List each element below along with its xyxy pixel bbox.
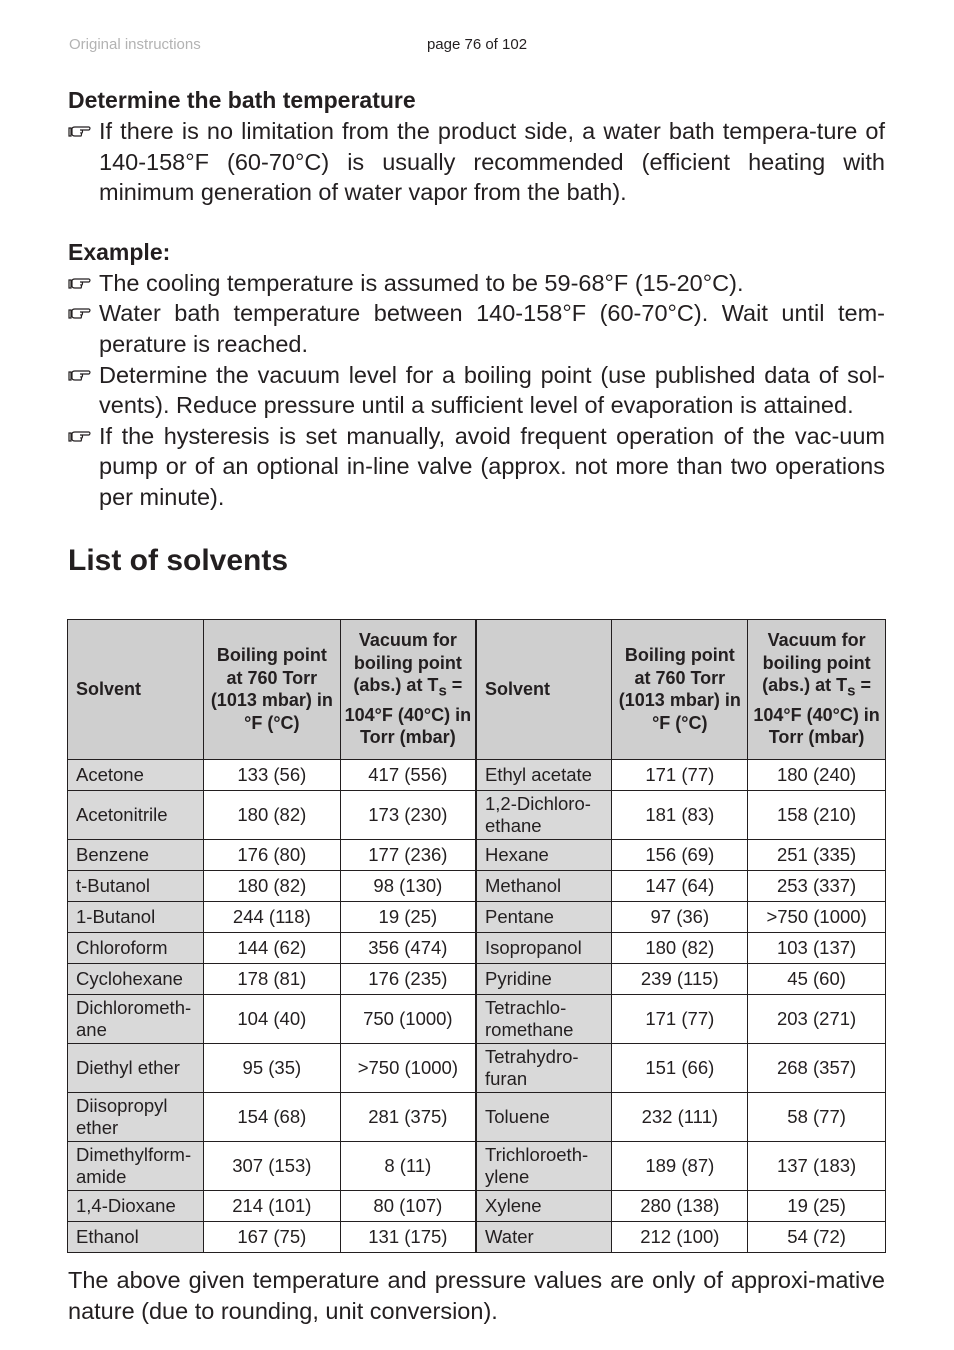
solvent-name-cell: Acetone <box>68 759 204 790</box>
solvent-name-cell: Acetonitrile <box>68 790 204 839</box>
solvent-name-cell: Diethyl ether <box>68 1043 204 1092</box>
bath-bullet-list <box>68 116 885 208</box>
solvent-name-cell: Ethyl acetate <box>476 759 612 790</box>
solvent-name-cell: Water <box>476 1221 612 1252</box>
example-bullet <box>68 360 885 421</box>
list-of-solvents-title: List of solvents <box>68 543 289 577</box>
boiling-point-cell: 180 (82) <box>203 790 340 839</box>
vacuum-cell: 80 (107) <box>340 1190 476 1221</box>
header-document-label: Original instructions <box>69 36 201 53</box>
table-header-row <box>68 619 886 759</box>
vacuum-cell: 103 (137) <box>748 932 886 963</box>
table-row <box>68 994 886 1043</box>
solvent-name-cell: Trichloroeth-ylene <box>476 1141 612 1190</box>
pointing-hand-icon <box>68 367 92 383</box>
solvent-name-cell: Tetrahydro-furan <box>476 1043 612 1092</box>
vacuum-cell: >750 (1000) <box>340 1043 476 1092</box>
table-row <box>68 901 886 932</box>
bath-temperature-heading: Determine the bath temperature <box>68 87 416 113</box>
vacuum-cell: 356 (474) <box>340 932 476 963</box>
header-solvent-left: Solvent <box>68 619 204 759</box>
vacuum-cell: 417 (556) <box>340 759 476 790</box>
solvent-name-cell: Pyridine <box>476 963 612 994</box>
boiling-point-cell: 280 (138) <box>612 1190 748 1221</box>
boiling-point-cell: 239 (115) <box>612 963 748 994</box>
table-row <box>68 870 886 901</box>
boiling-point-cell: 147 (64) <box>612 870 748 901</box>
boiling-point-cell: 144 (62) <box>203 932 340 963</box>
table-row <box>68 932 886 963</box>
boiling-point-cell: 244 (118) <box>203 901 340 932</box>
boiling-point-cell: 178 (81) <box>203 963 340 994</box>
table-row <box>68 1221 886 1252</box>
boiling-point-cell: 232 (111) <box>612 1092 748 1141</box>
example-bullet-list <box>68 268 885 513</box>
example-bullet-text: The cooling temperature is assumed to be 59-68°F (15-20°C). <box>99 269 744 296</box>
example-bullet <box>68 421 885 513</box>
boiling-point-cell: 104 (40) <box>203 994 340 1043</box>
boiling-point-cell: 133 (56) <box>203 759 340 790</box>
solvent-name-cell: Isopropanol <box>476 932 612 963</box>
boiling-point-cell: 180 (82) <box>203 870 340 901</box>
pointing-hand-icon <box>68 275 92 291</box>
solvents-table <box>67 619 886 1253</box>
bath-bullet <box>68 116 885 208</box>
solvent-name-cell: Pentane <box>476 901 612 932</box>
page-content <box>68 84 885 1350</box>
table-row <box>68 759 886 790</box>
header-vacuum-right: Vacuum for boiling point (abs.) at $T_s = 104^\circ F$ (40°C) in Torr (mbar) <box>748 619 886 759</box>
solvent-name-cell: Benzene <box>68 839 204 870</box>
solvent-name-cell: Chloroform <box>68 932 204 963</box>
example-bullet-text: Water bath temperature between 140-158°F (60-70°C). Wait until tem-perature is reached. <box>99 300 885 357</box>
solvent-name-cell: Diisopropyl ether <box>68 1092 204 1141</box>
vacuum-cell: 54 (72) <box>748 1221 886 1252</box>
vacuum-cell: 58 (77) <box>748 1092 886 1141</box>
boiling-point-cell: 171 (77) <box>612 759 748 790</box>
vacuum-cell: 19 (25) <box>340 901 476 932</box>
vacuum-cell: 281 (375) <box>340 1092 476 1141</box>
vacuum-cell: 19 (25) <box>748 1190 886 1221</box>
example-bullet <box>68 268 885 299</box>
table-row <box>68 963 886 994</box>
solvent-name-cell: Toluene <box>476 1092 612 1141</box>
example-bullet-text: If the hysteresis is set manually, avoid frequent operation of the vac-uum pump or of an optional in-line valve (approx. not more than two operations per minute). <box>99 422 885 510</box>
boiling-point-cell: 214 (101) <box>203 1190 340 1221</box>
table-row <box>68 1190 886 1221</box>
vacuum-cell: 268 (357) <box>748 1043 886 1092</box>
vacuum-cell: 253 (337) <box>748 870 886 901</box>
boiling-point-cell: 212 (100) <box>612 1221 748 1252</box>
boiling-point-cell: 180 (82) <box>612 932 748 963</box>
solvent-name-cell: Methanol <box>476 870 612 901</box>
boiling-point-cell: 97 (36) <box>612 901 748 932</box>
boiling-point-cell: 189 (87) <box>612 1141 748 1190</box>
boiling-point-cell: 154 (68) <box>203 1092 340 1141</box>
pointing-hand-icon <box>68 428 92 444</box>
header-boiling-point-right: Boiling point at 760 Torr (1013 mbar) in °F (°C) <box>612 619 748 759</box>
pointing-hand-icon <box>68 305 92 321</box>
solvent-name-cell: Ethanol <box>68 1221 204 1252</box>
vacuum-cell: 158 (210) <box>748 790 886 839</box>
header-solvent-right: Solvent <box>476 619 612 759</box>
vacuum-cell: 98 (130) <box>340 870 476 901</box>
boiling-point-cell: 167 (75) <box>203 1221 340 1252</box>
solvents-table-body <box>68 759 886 1252</box>
solvent-name-cell: t-Butanol <box>68 870 204 901</box>
boiling-point-cell: 95 (35) <box>203 1043 340 1092</box>
table-row <box>68 1043 886 1092</box>
vacuum-cell: 750 (1000) <box>340 994 476 1043</box>
vacuum-cell: 131 (175) <box>340 1221 476 1252</box>
vacuum-cell: 180 (240) <box>748 759 886 790</box>
vacuum-cell: 177 (236) <box>340 839 476 870</box>
solvent-name-cell: 1,2-Dichloro-ethane <box>476 790 612 839</box>
vacuum-cell: 137 (183) <box>748 1141 886 1190</box>
solvent-name-cell: 1,4-Dioxane <box>68 1190 204 1221</box>
solvent-name-cell: Cyclohexane <box>68 963 204 994</box>
vacuum-cell: 176 (235) <box>340 963 476 994</box>
solvent-name-cell: Dichlorometh-ane <box>68 994 204 1043</box>
table-row <box>68 790 886 839</box>
boiling-point-cell: 171 (77) <box>612 994 748 1043</box>
solvent-name-cell: 1-Butanol <box>68 901 204 932</box>
example-bullet-text: Determine the vacuum level for a boiling point (use published data of sol-vents). Reduce pressure until a sufficient level of evaporation is attained. <box>99 361 885 419</box>
boiling-point-cell: 176 (80) <box>203 839 340 870</box>
bath-bullet-text: If there is no limitation from the product side, a water bath tempera-ture of 140-158°F (60-70°C) is usually recommended (efficient heating with minimum generation of water vapor from the bath). <box>99 118 885 206</box>
vacuum-cell: 251 (335) <box>748 839 886 870</box>
table-row <box>68 1141 886 1190</box>
boiling-point-cell: 151 (66) <box>612 1043 748 1092</box>
pointing-hand-icon <box>68 123 92 139</box>
solvent-name-cell: Hexane <box>476 839 612 870</box>
vacuum-cell: 45 (60) <box>748 963 886 994</box>
vacuum-cell: 173 (230) <box>340 790 476 839</box>
example-heading: Example: <box>68 238 171 265</box>
page-number: page 76 of 102 <box>426 36 528 53</box>
solvent-name-cell: Dimethylform-amide <box>68 1141 204 1190</box>
vacuum-cell: >750 (1000) <box>748 901 886 932</box>
table-row <box>68 839 886 870</box>
vacuum-cell: 8 (11) <box>340 1141 476 1190</box>
example-bullet <box>68 298 885 359</box>
table-row <box>68 1092 886 1141</box>
boiling-point-cell: 156 (69) <box>612 839 748 870</box>
solvent-name-cell: Xylene <box>476 1190 612 1221</box>
header-vacuum-left: Vacuum for boiling point (abs.) at $T_s = 104^\circ F$ (40°C) in Torr (mbar) <box>340 619 476 759</box>
boiling-point-cell: 307 (153) <box>203 1141 340 1190</box>
approximation-note: The above given temperature and pressure values are only of approxi-mative nature (due to rounding, unit conversion). <box>68 1266 885 1324</box>
header-boiling-point-left: Boiling point at 760 Torr (1013 mbar) in °F (°C) <box>203 619 340 759</box>
boiling-point-cell: 181 (83) <box>612 790 748 839</box>
solvent-name-cell: Tetrachlo-romethane <box>476 994 612 1043</box>
vacuum-cell: 203 (271) <box>748 994 886 1043</box>
